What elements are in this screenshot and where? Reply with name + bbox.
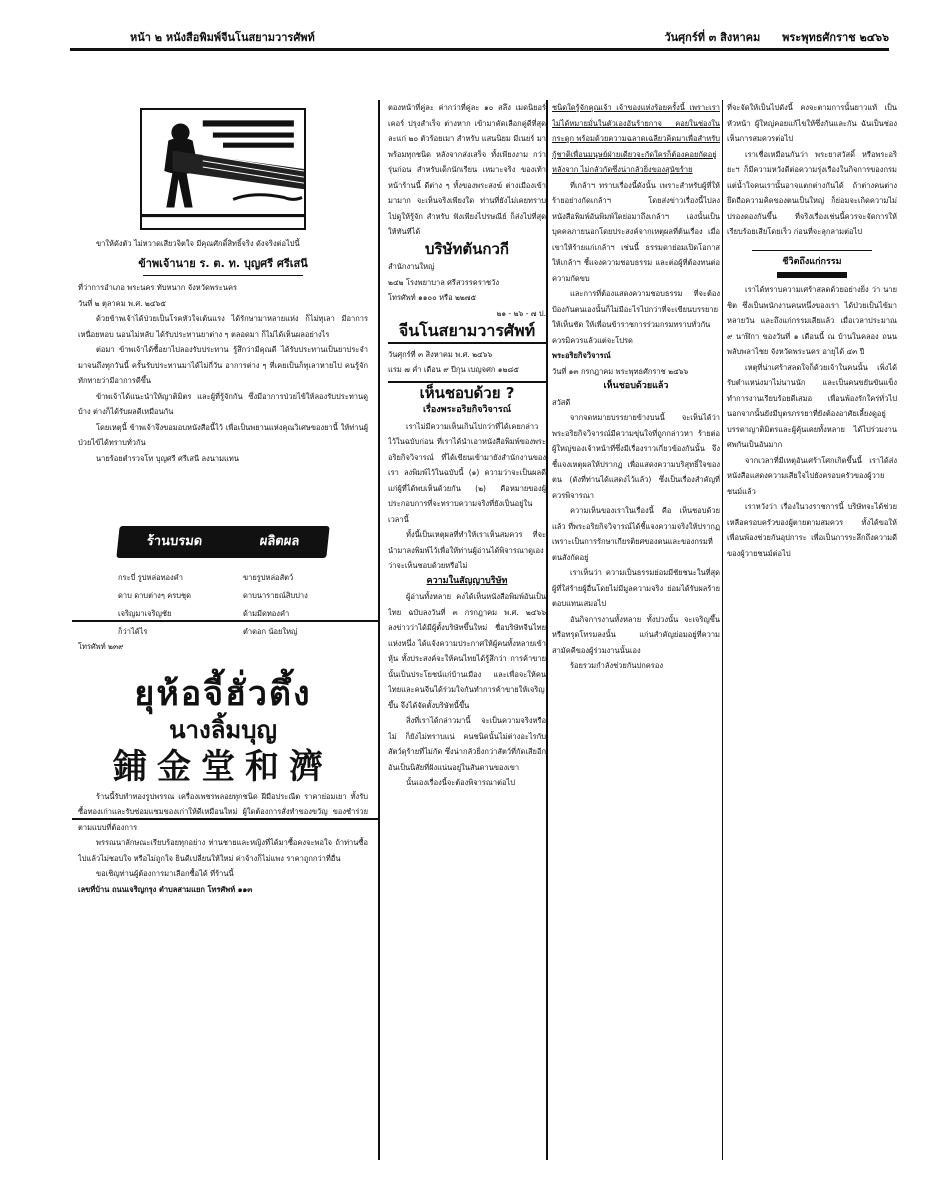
- company-sub: สำนักงานใหญ่: [388, 262, 435, 271]
- testimonial-name: ข้าพเจ้านาย ร. ต. ท. บุญศรี ศรีเสนี: [138, 256, 308, 270]
- list-item: กระบี่ รูปหล่อทองคำ: [118, 573, 183, 582]
- paragraph: เราหวังว่า เรื่องในวงราชการนี้ บริษัทจะได้ช่วยเหลือครอบครัวของผู้ตายตามสมควร ทั้งได้ขอให้เพื่อนพ้องช่วยกันอุปการะ เพื่อเป็นการระลึกถึงความดีของผู้วายชนม์ต่อไป: [727, 502, 897, 558]
- paragraph: ต่อมา ข้าพเจ้าได้ซื้อยาไปลองรับประทาน รู้สึกว่ามีคุณดี ได้รับประทานเป็นยาประจำมาจนถึงทุกวันนี้ ครั้นรับประทานมาได้ไม่กี่วัน อาการต่าง ๆ ที่เคยเป็นก็ทุเลาหายไป คนรู้จักทักทายว่ามีอาการดีขึ้น: [78, 345, 368, 385]
- signature: นายร้อยตำรวจโท บุญศรี ศรีเสนี ลงนามแทน: [96, 453, 239, 463]
- company-phone: โทรศัพท์ ๑๑๐๐ หรือ ๒๒๗๕: [388, 293, 477, 302]
- paragraph: ตองหน้าที่คู่ละ ค่ากว่าที่คู่ละ ๑๐ สลึง เมดนิยอร์ เคอร์ ปรุงสำเร็จ ต่างหาก เข้ามาคัดเลือกคู่ดีที่สุด ละแก่ ๒๐ ตัวร้อยเมา สำหรับ แสนนิยม มีเนยร์ มาพร้อมทุกชนิด หลังจากส่งเสร็จ ทั้งเพียงงาม กว่ารุ่นก่อน สำหรับเด็กนักเรียน เหมาะจริง ของเท้าหน้าร้านนี้ ดีต่าง ๆ ทั้งของพระสงฆ์ ต่างเมืองเข้ามามาก จะเห็นจริงเพียงใด ท่านที่ยังไม่เคยทราบ ไปดูให้รู้จัก สำหรับ ฟังเพียงไปรษณีย์ ก็ส่งไปที่สุดให้ทันทีได้: [388, 103, 546, 236]
- paragraph: นั้นเองเรื่องนี้จะต้องพิจารณาต่อไป: [406, 778, 515, 787]
- paragraph: ชนิดใดรู้จักคุณเจ้า เจ้าของแห่งร้อยครั้งนี้ เพราะเราไม่ได้หมายมั่นในตัวเองอันร้ายกาจ คอยในช่องในกระดูก พร้อมด้วยความฉลาดเฉลียวคิดมาเพื่อสำหรับกู้ชาติเพื่อนมนุษย์ฝ่ายเดียวจะกัดใครก็ต้องคอยกัดอยู่ หลังจาก ไม่กลัวกัดซึ่งน่ากลัวยิ่งของสุนัขร้าย: [552, 103, 720, 174]
- paragraph: ความเห็นของเราในเรื่องนี้ คือ เห็นชอบด้วยแล้ว ที่พระอริยกิจวิจารณ์ได้ชี้แจงความจริงให้ปรากฏ เพราะเป็นการรักษาเกียรติยศของตนและของกรมที่ตนสังกัดอยู่: [552, 506, 720, 562]
- paragraph: ร้อยรวมกำลังช่วยกันปกครอง: [570, 661, 663, 670]
- header-rule: [70, 48, 889, 51]
- masthead-date: วันศุกร์ที่ ๓ สิงหาคม พ.ศ. ๒๔๖๖: [388, 349, 493, 359]
- page-header: [70, 28, 889, 48]
- column-divider: [722, 100, 723, 1160]
- list-item: ก็ว่าได้ไร: [118, 627, 148, 636]
- cannon-figure-icon: [142, 110, 304, 228]
- ad-chinese-title: 鋪金堂和濟: [113, 746, 333, 787]
- column-3: [552, 100, 720, 1160]
- heading-underline: [777, 272, 847, 278]
- divider: [752, 250, 872, 251]
- paragraph: ที่เกล้าฯ ทราบเรื่องนี้ดังนั้น เพราะสำหรับผู้ที่ให้ร้ายอย่างกัดเกล้าฯ โดยส่งข่าวเรื่องนี้ไปลงหนังสือพิมพ์อันพิมพ์ใดย่อมาถึงเกล้าฯ เองนั้นเป็นบุคคลภายนอกโดยประสงค์จากเหตุผลที่ต้นเรื่อง เมื่อเขาให้ร้ายแก่เกล้าฯ เช่นนี้ ธรรมดาย่อมเปิดโอกาสให้เกล้าฯ ชี้แจงความชอบธรรม และต่อผู้ที่ต้องทนต่อความกัดขบ: [552, 180, 720, 283]
- product-list: [78, 570, 368, 639]
- subheadline: ความในสัญญาบริษัท: [426, 575, 508, 586]
- headline: เห็นชอบด้วย ?: [419, 383, 515, 402]
- list-item: เจริญมาเจริญชัย: [118, 609, 172, 618]
- company-name: บริษัทตันกวกี: [425, 239, 509, 258]
- paragraph: ร้านนี้รับทำทองรูปพรรณ เครื่องเพชรพลอยทุกชนิด ฝีมือประณีต ราคาย่อมเยา ทั้งรับซื้อทองเก่าและรับซ่อมแซมของเก่าให้ดีเหมือนใหม่ ผู้ใดต้องการสั่งทำของขวัญ ของชำร่วย ตามแบบที่ต้องการ: [78, 791, 368, 832]
- masthead: จีนโนสยามวารศัพท์: [398, 321, 536, 340]
- list-item: ตำดอก น้อยใหญ่: [243, 627, 298, 636]
- paragraph: ผู้อ่านทั้งหลาย คงได้เห็นหนังสือพิมพ์อันเป็นไทย ฉบับลงวันที่ ๓ กรกฎาคม พ.ศ. ๒๔๖๖ ลงข่าวว่าได้มีผู้ตั้งบริษัทขึ้นใหม่ ชื่อบริษัทจีนไทยแห่งหนึ่ง ได้แจ้งความประกาศให้ผู้คนทั้งหลายเข้าหุ้น ทั้งประสงค์จะให้คนไทยได้รู้สึกว่า การค้าขายนั้นเป็นประโยชน์แก่บ้านเมือง และเพื่อจะให้คนไทยและคนจีนได้ร่วมใจกันทำการค้าขายให้เจริญขึ้น จึงได้จัดตั้งบริษัทนี้ขึ้น: [388, 592, 546, 710]
- signed-date: วันที่ ๑๓ กรกฎาคม พระพุทธศักราช ๒๔๖๖: [552, 366, 689, 376]
- paragraph: เราเชื่อเหมือนกันว่า พระยาสวัสดิ์ หรือพระอริยะฯ ก็มีความหวังดีต่อความรุ่งเรืองในกิจการของกรม แต่น้ำใจคนเรานั้นอาจแตกต่างกันได้ ถ้าต่างคนต่างยึดถือความคิดของตนเป็นใหญ่ ก็ย่อมจะเกิดความไม่ปรองดองกันขึ้น ที่จริงเรื่องเช่นนี้ควรจะจัดการให้เรียบร้อยเสียโดยเร็ว ก่อนที่จะลุกลามต่อไป: [727, 149, 897, 236]
- roster-footer: โทรศัพท์ ๒๓๙: [78, 642, 124, 651]
- banner-left-text: ร้านบรมด: [145, 534, 203, 550]
- column-2: [388, 100, 546, 1160]
- paragraph: ทั้งนี้เป็นเหตุผลที่ทำให้เราเห็นสมควร ที่จะนำมาลงพิมพ์ไว้เพื่อให้ท่านผู้อ่านได้พิจารณาดูเองว่าจะเห็นชอบด้วยหรือไม่: [388, 530, 546, 570]
- list-item: ดาบ ดาบต่างๆ ครบชุด: [118, 591, 191, 600]
- woodcut-illustration: [140, 108, 306, 230]
- list-item: ขายรูปหล่อสัตว์: [243, 573, 294, 582]
- column-divider: [378, 100, 380, 1160]
- closing-line: ควรมิควรแล้วแต่จะโปรด: [552, 335, 633, 345]
- paragraph: ด้วยข้าพเจ้าได้ป่วยเป็นโรคหัวใจเต้นแรง ได้รักษามาหลายแห่ง ก็ไม่ทุเลา มีอาการเหนื่อยหอบ นอนไม่หลับ ได้รับประทานยาต่าง ๆ ตลอดมา ก็ไม่ได้เห็นผลอย่างไร: [78, 314, 368, 339]
- testimonial-address: ที่ว่าการอำเภอ พระนคร ทับหนาก จังหวัดพระนคร: [78, 283, 237, 292]
- subheadline: เห็นชอบด้วยแล้ว: [603, 381, 669, 391]
- paragraph: จากจดหมายบรรยายข้างบนนี้ จะเห็นได้ว่า พระอริยกิจวิจารณ์มีความขุ่นใจที่ถูกกล่าวหา ร้ายต่อผู้ใหญ่ของเจ้าหน้าที่ซึ่งมีเรื่องราวเกี่ยวข้องกันนั้น จึงชี้แจงเหตุผลให้ปรากฏ เพื่อแสดงความบริสุทธิ์ใจของตน (ดังที่ท่านได้แสดงไว้แล้ว) ซึ่งเป็นเรื่องสำคัญที่ควรพิจารณา: [552, 413, 720, 500]
- issue-date: วันศุกร์ที่ ๓ สิงหาคม: [664, 31, 761, 44]
- ad-title: ยุห้อจี้ฮั่วตึ้ง: [134, 673, 312, 714]
- paragraph: เหตุที่น่าเศร้าสลดใจก็ด้วยเจ้าในคนนั้น เพิ่งได้รับตำแหน่งมาไม่นานนัก และเป็นคนขยันขันแข็ง ทำการงานเรียบร้อยดีเสมอ เพื่อนพ้องรักใคร่ทั่วไป นอกจากนั้นยังมีบุตรภรรยาที่ยังต้องอาศัยเลี้ยงดูอยู่ บรรดาญาติมิตรและผู้คุ้นเคยทั้งหลาย ได้ไปร่วมงานศพกันเป็นอันมาก: [727, 362, 897, 449]
- divider: [388, 342, 546, 344]
- testimonial-date: วันที่ ๒ ตุลาคม พ.ศ. ๒๔๖๕: [78, 298, 166, 308]
- paragraph: เราเห็นว่า ความเป็นธรรมย่อมมีชัยชนะในที่สุด ผู้ที่ใส่ร้ายผู้อื่นโดยไม่มีมูลความจริง ย่อมได้รับผลร้ายตอบแทนเสมอไป: [552, 568, 720, 608]
- company-address: ๒๔๒ โรงพยาบาล ศรีสวรรคราชวัง: [388, 277, 500, 287]
- ad-subtitle: นางลิ้มบุญ: [169, 715, 277, 744]
- obituary-heading: ชีวิตถึงแก่กรรม: [782, 256, 842, 267]
- ad-address: เลขที่บ้าน ถนนเจริญกรุง ตำบลสามแยก โทรศัพท์ ๑๑๓: [78, 884, 253, 894]
- divider: [388, 381, 546, 383]
- paragraph: และการที่ต้องแสดงความชอบธรรม ที่จะต้องป้องกันตนเองนั้นก็ไม่มีอะไรไปกว่าที่จะเขียนบรรยายให้เห็นชัด ให้เพื่อนข้าราชการร่วมกรมทราบทั่วกัน: [552, 289, 720, 329]
- subheadline-sub: สวัสดี: [552, 397, 571, 407]
- column-4: [727, 100, 897, 1160]
- paragraph: เราไม่มีความเห็นเกินไปกว่าที่ได้เคยกล่าวไว้ในฉบับก่อน ที่เราได้นำเอาหนังสือพิมพ์ของพระอริยกิจวิจารณ์ ที่ได้เขียนเข้ามายังสำนักงานของเรา ลงพิมพ์ไว้ในฉบับนี้ (๑) ความว่าจะเป็นผลดีแก่ผู้ที่ได้พบเห็นด้วยกัน (๒) คือหมายของผู้ประกอบการที่จะทราบความจริงที่ยังเป็นอยู่ในเวลานี้: [388, 421, 546, 524]
- issue-year: พระพุทธศักราช ๒๔๖๖: [782, 31, 889, 44]
- divider: [143, 275, 303, 276]
- paragraph: พรรณนาลักษณะเรียบร้อยทุกอย่าง ท่านชายและหญิงที่ได้มาซื้อคงจะพอใจ ถ้าท่านซื้อไปแล้วไม่ชอบใจ หรือไม่ถูกใจ ยินดีเปลี่ยนให้ใหม่ ค่าจ้างก็ไม่แพง ราคาถูกกว่าที่อื่น: [78, 838, 368, 863]
- subheadline: เรื่องพระอริยกิจวิจารณ์: [422, 405, 512, 415]
- list-item: ด้ามมีดทองคำ: [243, 609, 290, 618]
- banner-right-text: ผลิตผล: [258, 534, 301, 550]
- paragraph: ขอเชิญท่านผู้ต้องการมาเลือกซื้อได้ ที่ร้านนี้: [96, 869, 234, 878]
- reference-line: ๒๑ - ๒๖ - ๗ ป.: [496, 308, 546, 318]
- header-date: [646, 28, 889, 46]
- paragraph: โดยเหตุนี้ ข้าพเจ้าจึงขอมอบหนังสือนี้ไว้ เพื่อเป็นพยานแห่งคุณวิเศษของยานี้ ให้ท่านผู้ป่วยไข้ได้ทราบทั่วกัน: [78, 422, 368, 447]
- shop-banner: [116, 526, 329, 558]
- masthead-lunar-date: แรม ๗ ค่ำ เดือน ๙ ปีกุน เบญจศก ๑๒๘๕: [388, 365, 519, 374]
- paragraph: ที่จะจัดให้เป็นไปดังนี้ คงจะตามการนั้นยาวแท้ เป็นหัวหน้า ผู้ใหญ่คอยแก้ไขให้ซึ่งกันและกัน ฉันเป็นช่องเห็นการสมควรต่อไป: [727, 103, 897, 143]
- paragraph: อันกิจการงานทั้งหลาย ทั้งปวงนั้น จะเจริญขึ้นหรือทรุดโทรมลงนั้น แก่นสำคัญย่อมอยู่ที่ความสามัคคีของผู้ร่วมงานนั้นเอง: [552, 614, 720, 655]
- paragraph: สิ่งที่เราได้กล่าวมานี้ จะเป็นความจริงหรือไม่ ก็ยังไม่ทราบแน่ คนชนิดนั้นไม่ต่างอะไรกับสัตว์ดุร้ายที่ไม่กัด ซึ่งน่ากลัวยิ่งกว่าสัตว์ที่กัดเสียอีก อันเป็นนิสัยที่ฝังแน่นอยู่ในสันดานของเขา: [388, 716, 546, 772]
- paragraph: จากเวลาที่มีเหตุอันเศร้าโศกเกิดขึ้นนี้ เราได้ส่งหนังสือแสดงความเสียใจไปยังครอบครัวของผู้วายชนม์แล้ว: [727, 455, 897, 496]
- signed-rank: พระอริยกิจวิจารณ์: [552, 351, 611, 360]
- list-item: ดาบนารายณ์สิบปาง: [243, 591, 308, 600]
- woodcut-caption: ขาให้ดังตัว ไม่หวาดเสียวจิตใจ มีคุณศักดิ์สิทธิ์จริง ดังจริงต่อไปนี้: [96, 239, 300, 248]
- page-number-label: หน้า ๒ หนังสือพิมพ์จีนโนสยามวารศัพท์: [130, 31, 315, 44]
- paragraph: ข้าพเจ้าได้แนะนำให้ญาติมิตร และผู้ที่รู้จักกัน ซึ่งมีอาการป่วยไข้ให้ลองรับประทานดูบ้าง ต่างก็ได้รับผลดีเหมือนกัน: [78, 391, 368, 416]
- column-divider: [546, 100, 548, 1160]
- column-1: [78, 100, 368, 1150]
- paragraph: เราได้ทราบความเศร้าสลดด้วยอย่างยิ่ง ว่า นายชิต ซึ่งเป็นพนักงานคนหนึ่งของเรา ได้ป่วยเป็นไข้มาหลายวัน และถึงแก่กรรมเสียแล้ว เมื่อเวลาประมาณ ๙ นาฬิกา ของวันที่ ๑ เดือนนี้ ณ บ้านในคลอง ถนนพลับพลาไชย จังหวัดพระนคร อายุได้ ๔๓ ปี: [727, 285, 897, 356]
